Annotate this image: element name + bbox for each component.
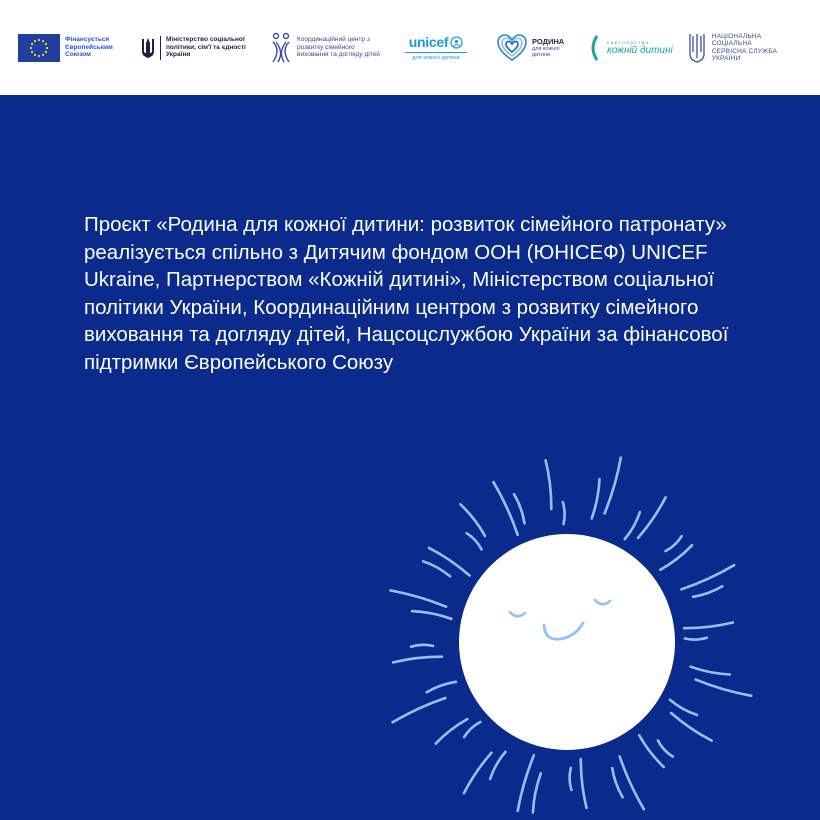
rodyna-title: РОДИНА (532, 36, 565, 46)
kozhniy-wordmark: кожній дитині (607, 44, 673, 56)
sun-ray (546, 460, 552, 509)
sun-ray (625, 512, 640, 539)
sun-ray (685, 638, 707, 640)
sun-disc (459, 534, 675, 750)
sun-ray (693, 586, 722, 597)
sun-ray (612, 768, 623, 797)
center-logo-text: Координаційний центр з розвитку сімейного виховання та догляду дітей (297, 36, 380, 59)
unicef-logo (405, 34, 467, 61)
trident-icon (141, 37, 155, 59)
smiling-sun-illustration (380, 445, 780, 820)
parentheses-icon (588, 35, 602, 61)
unicef-tagline: для кожної дитини (412, 54, 460, 61)
sun-ray (691, 667, 730, 675)
sun-ray (660, 545, 692, 570)
unicef-name: unicef (408, 34, 449, 51)
sun-ray (429, 548, 470, 576)
sun-ray (518, 755, 534, 811)
coordination-center-logo (270, 32, 381, 64)
sun-ray (533, 773, 541, 812)
sun-ray (464, 753, 492, 794)
kozhniy-dytyni-logo (588, 35, 673, 61)
kozhniy-top-text: партнерство (607, 39, 650, 45)
sun-ray (412, 611, 451, 619)
sun-ray (411, 645, 433, 647)
social-service-logo (687, 32, 780, 64)
sun-ray (393, 698, 446, 722)
sun-ray (436, 719, 468, 744)
sun-ray (390, 590, 446, 606)
sun-ray (563, 502, 565, 524)
rodyna-tagline: для кожної дитини (532, 45, 560, 58)
ministry-logo-text: Міністерство соціальної політики, сім'ї та єдності України (166, 36, 246, 59)
heart-icon (497, 34, 527, 62)
sun-ray (514, 494, 525, 523)
sun-ray (467, 533, 482, 549)
sun-ray (570, 768, 572, 790)
rodyna-logo (497, 34, 566, 62)
kozhniy-logo-text-block (607, 40, 673, 56)
eu-logo (18, 34, 123, 62)
service-emblem-icon (687, 32, 707, 64)
eu-logo-text: Фінансується Європейським Союзом (65, 36, 113, 59)
sun-ray (684, 623, 733, 629)
partner-logo-bar (0, 0, 820, 95)
service-logo-text: НАЦІОНАЛЬНА СОЦІАЛЬНА СЕРВІСНА СЛУЖБА УКРАЇНИ (711, 32, 778, 62)
sun-ray (620, 757, 644, 810)
unicef-globe-icon (450, 36, 463, 49)
sun-ray (461, 504, 486, 536)
sun-ray (464, 722, 480, 737)
sun-ray (393, 657, 442, 663)
sun-ray (592, 479, 600, 518)
rodyna-logo-text-block (532, 37, 566, 59)
sun-ray (639, 735, 664, 767)
sun-ray (423, 561, 450, 576)
sun-ray (427, 682, 456, 693)
eu-flag-icon (18, 34, 60, 62)
sun-ray (638, 497, 666, 538)
sun-ray (490, 752, 505, 779)
sun-ray (670, 700, 697, 715)
ministry-logo (141, 36, 256, 60)
sun-ray (658, 741, 673, 757)
sun-ray (605, 458, 621, 514)
project-description: Проєкт «Родина для кожної дитини: розвиток сімейного патронату» реалізується спільно з Дитячим фондом ООН (ЮНІСЕФ) UNICEF Ukraine, Партнерством «Кожній дитині», Міністерством соціальної політики України, Координаційним центром з розвитку сімейного виховання та догляду дітей, Нацсоцслужбою України за фінансової підтримки Європейського Союзу (84, 213, 729, 374)
sun-ray (671, 713, 712, 741)
family-figure-icon (270, 32, 292, 64)
sun-ray (682, 565, 735, 589)
sun-ray (581, 759, 587, 808)
sun-ray (493, 482, 517, 535)
sun-ray (696, 680, 752, 696)
divider (405, 52, 467, 53)
sun-ray (666, 536, 682, 551)
divider (160, 36, 161, 60)
unicef-wordmark (409, 34, 463, 50)
